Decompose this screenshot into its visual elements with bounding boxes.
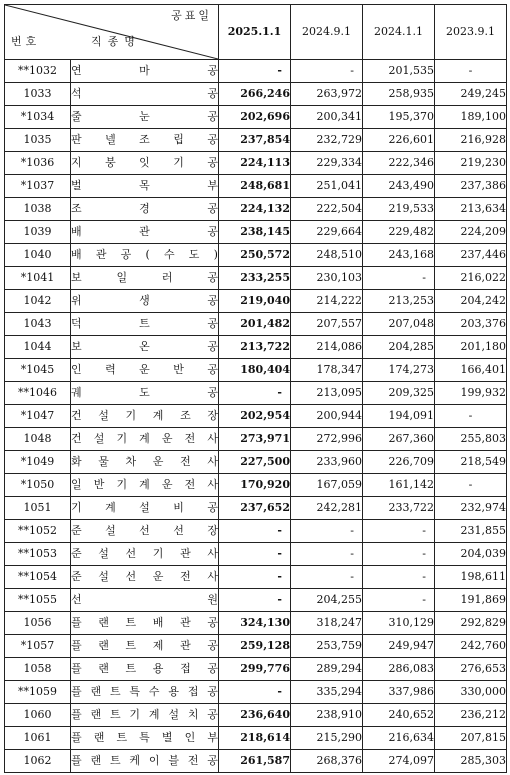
job-name-text: 벌 목 부 — [71, 179, 218, 192]
wage-value-cell: 213,722 — [219, 336, 291, 359]
wage-table — [4, 4, 507, 773]
wage-value-cell: 214,086 — [291, 336, 363, 359]
wage-value-cell: 249,245 — [435, 83, 507, 106]
wage-value-cell: 224,209 — [435, 221, 507, 244]
job-code-cell: *1050 — [5, 474, 71, 497]
job-name-cell — [71, 520, 219, 543]
job-code-cell: 1040 — [5, 244, 71, 267]
wage-value-cell: 273,971 — [219, 428, 291, 451]
table-row — [5, 497, 507, 520]
wage-value-cell: 218,614 — [219, 727, 291, 750]
wage-value-cell: 178,347 — [291, 359, 363, 382]
job-name-cell — [71, 635, 219, 658]
wage-value-cell: 286,083 — [363, 658, 435, 681]
job-code-cell: **1032 — [5, 60, 71, 83]
wage-value-cell: 238,910 — [291, 704, 363, 727]
table-row — [5, 359, 507, 382]
wage-value-cell: 335,294 — [291, 681, 363, 704]
job-name-cell — [71, 750, 219, 773]
wage-value-cell: 167,059 — [291, 474, 363, 497]
wage-value-cell: 230,103 — [291, 267, 363, 290]
table-row — [5, 290, 507, 313]
wage-value-cell: 200,944 — [291, 405, 363, 428]
job-code-cell: 1048 — [5, 428, 71, 451]
job-name-cell — [71, 336, 219, 359]
table-row — [5, 83, 507, 106]
job-name-text: 궤 도 공 — [71, 386, 218, 399]
job-name-cell — [71, 704, 219, 727]
job-name-text: 플 랜 트 특 수 용 접 공 — [71, 685, 218, 698]
table-row — [5, 681, 507, 704]
job-code-cell: *1037 — [5, 175, 71, 198]
wage-value-cell: 218,549 — [435, 451, 507, 474]
wage-value-cell: 237,446 — [435, 244, 507, 267]
wage-value-cell: 240,652 — [363, 704, 435, 727]
table-row — [5, 152, 507, 175]
job-name-text: 지 붕 잇 기 공 — [71, 156, 218, 169]
wage-value-cell: 216,928 — [435, 129, 507, 152]
job-name-text: 보 일 러 공 — [71, 271, 218, 284]
job-name-text: 인 력 운 반 공 — [71, 363, 218, 376]
table-row — [5, 566, 507, 589]
job-name-text: 석 공 — [71, 87, 218, 100]
job-code-cell: *1041 — [5, 267, 71, 290]
job-code-cell: **1053 — [5, 543, 71, 566]
wage-value-cell: - — [219, 382, 291, 405]
job-name-cell — [71, 727, 219, 750]
wage-value-cell: 226,709 — [363, 451, 435, 474]
job-name-cell — [71, 267, 219, 290]
job-code-cell: **1046 — [5, 382, 71, 405]
job-code-cell: *1049 — [5, 451, 71, 474]
job-code-cell: **1052 — [5, 520, 71, 543]
table-row — [5, 60, 507, 83]
wage-value-cell: 324,130 — [219, 612, 291, 635]
wage-value-cell: 222,346 — [363, 152, 435, 175]
wage-value-cell: 272,996 — [291, 428, 363, 451]
wage-value-cell: 248,510 — [291, 244, 363, 267]
table-row — [5, 704, 507, 727]
job-name-text: 연 마 공 — [71, 64, 218, 77]
wage-value-cell: 166,401 — [435, 359, 507, 382]
wage-value-cell: - — [219, 543, 291, 566]
job-name-cell — [71, 658, 219, 681]
wage-value-cell: 237,386 — [435, 175, 507, 198]
wage-value-cell: 202,954 — [219, 405, 291, 428]
job-name-text: 덕 트 공 — [71, 317, 218, 330]
job-name-cell — [71, 497, 219, 520]
job-name-cell — [71, 405, 219, 428]
header-row — [5, 5, 507, 60]
job-name-text: 플 랜 트 기 계 설 치 공 — [71, 708, 218, 721]
wage-value-cell: 202,696 — [219, 106, 291, 129]
wage-value-cell: 237,652 — [219, 497, 291, 520]
table-row — [5, 336, 507, 359]
wage-value-cell: 207,815 — [435, 727, 507, 750]
job-code-cell: 1038 — [5, 198, 71, 221]
table-row — [5, 635, 507, 658]
table-row — [5, 244, 507, 267]
job-code-cell: 1044 — [5, 336, 71, 359]
wage-value-cell: 213,253 — [363, 290, 435, 313]
wage-value-cell: 263,972 — [291, 83, 363, 106]
job-name-text: 기 계 설 비 공 — [71, 501, 218, 514]
job-name-cell — [71, 60, 219, 83]
wage-value-cell: 274,097 — [363, 750, 435, 773]
wage-value-cell: 200,341 — [291, 106, 363, 129]
wage-value-cell: 227,500 — [219, 451, 291, 474]
table-row — [5, 129, 507, 152]
table-body — [5, 60, 507, 773]
job-name-cell — [71, 589, 219, 612]
wage-value-cell: 215,290 — [291, 727, 363, 750]
wage-value-cell: 249,947 — [363, 635, 435, 658]
table-row — [5, 612, 507, 635]
table-row — [5, 658, 507, 681]
wage-value-cell: 209,325 — [363, 382, 435, 405]
wage-value-cell: 207,048 — [363, 313, 435, 336]
header-date-2024-9: 2024.9.1 — [291, 5, 363, 60]
job-name-text: 조 경 공 — [71, 202, 218, 215]
wage-value-cell: 213,634 — [435, 198, 507, 221]
wage-value-cell: 198,611 — [435, 566, 507, 589]
table-row — [5, 750, 507, 773]
job-code-cell: *1045 — [5, 359, 71, 382]
job-code-cell: 1035 — [5, 129, 71, 152]
wage-value-cell: 236,640 — [219, 704, 291, 727]
wage-value-cell: 204,242 — [435, 290, 507, 313]
wage-value-cell: 226,601 — [363, 129, 435, 152]
job-code-cell: 1042 — [5, 290, 71, 313]
wage-value-cell: 330,000 — [435, 681, 507, 704]
wage-value-cell: 201,482 — [219, 313, 291, 336]
job-name-text: 판 넬 조 립 공 — [71, 133, 218, 146]
wage-value-cell: - — [435, 405, 507, 428]
job-name-cell — [71, 129, 219, 152]
job-name-text: 준 설 선 기 관 사 — [71, 547, 218, 560]
wage-value-cell: - — [363, 267, 435, 290]
header-date-2024-1: 2024.1.1 — [363, 5, 435, 60]
wage-value-cell: 232,729 — [291, 129, 363, 152]
table-row — [5, 589, 507, 612]
job-code-cell: 1043 — [5, 313, 71, 336]
wage-value-cell: 203,376 — [435, 313, 507, 336]
job-code-cell: *1047 — [5, 405, 71, 428]
wage-value-cell: 318,247 — [291, 612, 363, 635]
wage-value-cell: - — [363, 543, 435, 566]
wage-value-cell: 243,168 — [363, 244, 435, 267]
job-name-cell — [71, 175, 219, 198]
wage-value-cell: 243,490 — [363, 175, 435, 198]
wage-value-cell: 255,803 — [435, 428, 507, 451]
table-row — [5, 405, 507, 428]
wage-value-cell: 242,760 — [435, 635, 507, 658]
table-row — [5, 382, 507, 405]
job-name-text: 배 관 공 — [71, 225, 218, 238]
wage-value-cell: 250,572 — [219, 244, 291, 267]
wage-value-cell: 229,482 — [363, 221, 435, 244]
wage-value-cell: 237,854 — [219, 129, 291, 152]
job-name-text: 선 원 — [71, 593, 218, 606]
job-code-cell: **1059 — [5, 681, 71, 704]
job-name-text: 건 설 기 계 운 전 사 — [71, 432, 218, 445]
job-code-cell: 1039 — [5, 221, 71, 244]
job-name-cell — [71, 359, 219, 382]
wage-value-cell: 251,041 — [291, 175, 363, 198]
table-row — [5, 520, 507, 543]
wage-value-cell: 248,681 — [219, 175, 291, 198]
wage-value-cell: 233,960 — [291, 451, 363, 474]
job-name-text: 플 랜 트 제 관 공 — [71, 639, 218, 652]
wage-value-cell: 189,100 — [435, 106, 507, 129]
table-row — [5, 451, 507, 474]
header-number-label: 번호 — [11, 35, 41, 48]
wage-value-cell: 213,095 — [291, 382, 363, 405]
job-name-text: 플 랜 트 용 접 공 — [71, 662, 218, 675]
wage-value-cell: - — [363, 566, 435, 589]
job-name-cell — [71, 451, 219, 474]
job-name-cell — [71, 83, 219, 106]
job-code-cell: 1033 — [5, 83, 71, 106]
wage-value-cell: 204,285 — [363, 336, 435, 359]
header-date-2025-1: 2025.1.1 — [219, 5, 291, 60]
job-name-cell — [71, 290, 219, 313]
table-row — [5, 428, 507, 451]
table-row — [5, 313, 507, 336]
job-name-cell — [71, 566, 219, 589]
job-name-cell — [71, 681, 219, 704]
job-code-cell: 1060 — [5, 704, 71, 727]
wage-value-cell: 258,935 — [363, 83, 435, 106]
job-code-cell: *1036 — [5, 152, 71, 175]
job-name-cell — [71, 198, 219, 221]
job-name-text: 건 설 기 계 조 장 — [71, 409, 218, 422]
job-code-cell: **1055 — [5, 589, 71, 612]
job-name-text: 화 물 차 운 전 사 — [71, 455, 218, 468]
wage-value-cell: - — [219, 520, 291, 543]
job-code-cell: **1054 — [5, 566, 71, 589]
wage-value-cell: 199,932 — [435, 382, 507, 405]
job-name-cell — [71, 313, 219, 336]
wage-value-cell: - — [291, 520, 363, 543]
job-name-cell — [71, 106, 219, 129]
wage-value-cell: 236,212 — [435, 704, 507, 727]
job-name-cell — [71, 428, 219, 451]
wage-value-cell: 195,370 — [363, 106, 435, 129]
wage-value-cell: - — [291, 566, 363, 589]
wage-value-cell: 232,974 — [435, 497, 507, 520]
job-name-text: 배 관 공 ( 수 도 ) — [71, 248, 218, 261]
header-corner-cell — [5, 5, 219, 60]
job-name-text: 준 설 선 운 전 사 — [71, 570, 218, 583]
table-row — [5, 198, 507, 221]
wage-value-cell: 229,664 — [291, 221, 363, 244]
wage-value-cell: - — [435, 60, 507, 83]
wage-value-cell: 219,230 — [435, 152, 507, 175]
wage-value-cell: 253,759 — [291, 635, 363, 658]
wage-value-cell: 259,128 — [219, 635, 291, 658]
wage-value-cell: 170,920 — [219, 474, 291, 497]
wage-value-cell: 191,869 — [435, 589, 507, 612]
wage-value-cell: - — [219, 589, 291, 612]
job-code-cell: 1062 — [5, 750, 71, 773]
wage-value-cell: 194,091 — [363, 405, 435, 428]
wage-value-cell: 337,986 — [363, 681, 435, 704]
job-code-cell: *1057 — [5, 635, 71, 658]
table-row — [5, 267, 507, 290]
wage-value-cell: 231,855 — [435, 520, 507, 543]
wage-value-cell: - — [219, 681, 291, 704]
wage-value-cell: 201,535 — [363, 60, 435, 83]
wage-value-cell: 161,142 — [363, 474, 435, 497]
wage-value-cell: 222,504 — [291, 198, 363, 221]
header-job-title-label: 직종명 — [91, 35, 141, 48]
wage-value-cell: 214,222 — [291, 290, 363, 313]
wage-value-cell: 224,132 — [219, 198, 291, 221]
header-announce-date-label: 공표일 — [171, 9, 212, 22]
job-name-cell — [71, 244, 219, 267]
job-name-text: 위 생 공 — [71, 294, 218, 307]
job-name-cell — [71, 152, 219, 175]
job-name-text: 일 반 기 계 운 전 사 — [71, 478, 218, 491]
wage-value-cell: 204,255 — [291, 589, 363, 612]
table-row — [5, 175, 507, 198]
header-date-2023-9: 2023.9.1 — [435, 5, 507, 60]
wage-value-cell: 276,653 — [435, 658, 507, 681]
table-row — [5, 221, 507, 244]
wage-value-cell: 242,281 — [291, 497, 363, 520]
wage-value-cell: 229,334 — [291, 152, 363, 175]
job-name-cell — [71, 543, 219, 566]
job-name-text: 준 설 선 선 장 — [71, 524, 218, 537]
job-name-cell — [71, 221, 219, 244]
wage-value-cell: - — [291, 543, 363, 566]
wage-value-cell: 207,557 — [291, 313, 363, 336]
wage-value-cell: 267,360 — [363, 428, 435, 451]
wage-value-cell: - — [291, 60, 363, 83]
wage-value-cell: 285,303 — [435, 750, 507, 773]
wage-value-cell: - — [219, 60, 291, 83]
job-code-cell: 1051 — [5, 497, 71, 520]
wage-value-cell: 268,376 — [291, 750, 363, 773]
wage-value-cell: 204,039 — [435, 543, 507, 566]
wage-value-cell: 219,040 — [219, 290, 291, 313]
wage-value-cell: 180,404 — [219, 359, 291, 382]
wage-value-cell: 289,294 — [291, 658, 363, 681]
job-name-text: 줄 눈 공 — [71, 110, 218, 123]
job-name-cell — [71, 474, 219, 497]
job-code-cell: *1034 — [5, 106, 71, 129]
wage-value-cell: 292,829 — [435, 612, 507, 635]
table-row — [5, 543, 507, 566]
wage-value-cell: 233,255 — [219, 267, 291, 290]
job-name-text: 플 랜 트 특 별 인 부 — [71, 731, 218, 744]
wage-value-cell: - — [363, 520, 435, 543]
wage-value-cell: 224,113 — [219, 152, 291, 175]
job-code-cell: 1056 — [5, 612, 71, 635]
wage-value-cell: 219,533 — [363, 198, 435, 221]
wage-value-cell: - — [363, 589, 435, 612]
wage-value-cell: 201,180 — [435, 336, 507, 359]
wage-value-cell: - — [219, 566, 291, 589]
job-code-cell: 1058 — [5, 658, 71, 681]
wage-value-cell: - — [435, 474, 507, 497]
wage-value-cell: 299,776 — [219, 658, 291, 681]
wage-value-cell: 233,722 — [363, 497, 435, 520]
job-name-cell — [71, 612, 219, 635]
wage-value-cell: 261,587 — [219, 750, 291, 773]
wage-value-cell: 174,273 — [363, 359, 435, 382]
job-name-cell — [71, 382, 219, 405]
job-name-text: 보 온 공 — [71, 340, 218, 353]
table-row — [5, 474, 507, 497]
wage-value-cell: 216,022 — [435, 267, 507, 290]
table-row — [5, 727, 507, 750]
wage-value-cell: 238,145 — [219, 221, 291, 244]
wage-value-cell: 266,246 — [219, 83, 291, 106]
table-row — [5, 106, 507, 129]
job-name-text: 플 랜 트 케 이 블 전 공 — [71, 754, 218, 767]
wage-value-cell: 310,129 — [363, 612, 435, 635]
job-code-cell: 1061 — [5, 727, 71, 750]
wage-value-cell: 216,634 — [363, 727, 435, 750]
job-name-text: 플 랜 트 배 관 공 — [71, 616, 218, 629]
